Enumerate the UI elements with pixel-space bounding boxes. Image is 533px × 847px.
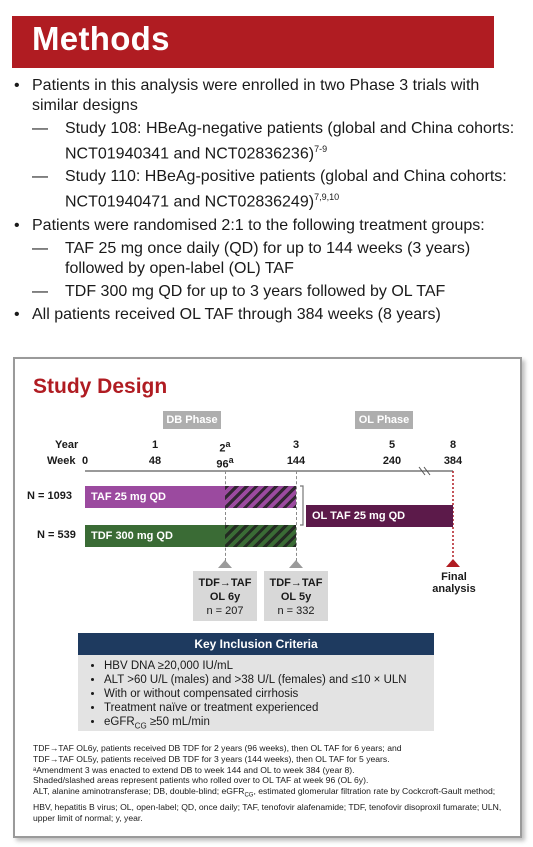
year-label: Year <box>55 439 79 451</box>
title-banner <box>12 16 494 68</box>
page-title: Methods <box>32 20 170 57</box>
week-label: Week <box>47 455 76 467</box>
criteria-item-egfr: • eGFR$_{CG}$ ≥50 mL/min <box>104 715 434 733</box>
tdf-arm-n: N = 539 <box>37 529 76 541</box>
week-96-guide <box>225 471 226 561</box>
week-144-guide <box>296 471 297 561</box>
tick-year-2: 2$^a$ <box>219 439 231 455</box>
db-phase-label: DB Phase <box>163 411 221 429</box>
tick-year-3: 3 <box>292 439 300 451</box>
taf-arm-n: N = 1093 <box>27 490 72 502</box>
criteria-item: • With or without compensated cirrhosis <box>104 687 434 701</box>
study-design-panel <box>13 357 522 838</box>
taf-arm-bar: TAF 25 mg QD <box>85 486 296 508</box>
ol-phase-label: OL Phase <box>355 411 413 429</box>
inclusion-criteria-list <box>78 659 434 733</box>
bullet-3: • All patients received OL TAF through 384 weeks (8 years) <box>14 305 441 323</box>
tdf-arm-bar: TDF 300 mg QD <box>85 525 296 547</box>
taf-arm-hatch <box>225 486 296 508</box>
tick-week-144: 144 <box>286 455 306 467</box>
tick-week-240: 240 <box>382 455 402 467</box>
criteria-item: • ALT >60 U/L (males) and >38 U/L (females) and ≤10 × ULN <box>104 673 434 687</box>
tick-week-48: 48 <box>148 455 162 467</box>
study-design-title: Study Design <box>33 375 168 398</box>
final-analysis-marker <box>446 559 460 567</box>
final-analysis-label: Final analysis <box>432 571 476 595</box>
bullet-list <box>10 76 515 328</box>
sub-bullet: — Study 110: HBeAg-positive patients (global and China cohorts: NCT01940471 and NCT02836249)$^{7,9,10}$ <box>32 168 507 211</box>
sub-bullet: — TDF 300 mg QD for up to 3 years followed by OL TAF <box>32 282 446 300</box>
inclusion-criteria-box <box>78 633 434 731</box>
bullet-2: • Patients were randomised 2:1 to the following treatment groups: <box>14 216 485 234</box>
sub-bullet: — Study 108: HBeAg-negative patients (global and China cohorts: NCT01940341 and NCT02836236)$^{7-9}$ <box>32 120 515 163</box>
criteria-item: • Treatment naïve or treatment experienced <box>104 701 434 715</box>
abbreviations: ALT, alanine aminotransferase; DB, double-blind; eGFR$_{CG}$, estimated glomerular filtration rate by Cockcroft-Gault method; HBV, hepatitis B virus; OL, open-label; QD, once daily; TAF, tenofovir alafenamide; TDF, tenofovir disoproxil fumarate; ULN, upper limit of normal; y, year. <box>33 786 502 823</box>
tick-year-5: 5 <box>388 439 396 451</box>
tick-week-384: 384 <box>443 455 463 467</box>
ol-taf-bar: OL TAF 25 mg QD <box>306 505 453 527</box>
footnotes: TDF→TAF OL6y, patients received DB TDF for 2 years (96 weeks), then OL TAF for 6 years; and TDF→TAF OL5y, patients received DB TDF for 3 years (144 weeks), then OL TAF for 5 years. ᵃAmendment 3 was enacted to extend DB to week 144 and OL to week 384 (year 8). Shaded/slashed areas represent patients who rolled over to OL TAF at week 96 (OL 6y). ALT, alanine aminotransferase; DB, double-blind; eGFR$_{CG}$, estimated glomerular filtration rate by Cockcroft-Gault method; HBV, hepatitis B virus; OL, open-label; QD, once daily; TAF, tenofovir alafenamide; TDF, tenofovir disoproxil fumarate; ULN, upper limit of normal; y, year. <box>33 743 502 823</box>
switch-group-ol5y: TDF→TAF OL 5y n = 332 <box>264 571 328 621</box>
inclusion-criteria-title: Key Inclusion Criteria <box>78 633 434 655</box>
tdf-arm-hatch <box>225 525 296 547</box>
tick-year-1: 1 <box>151 439 159 451</box>
switch-group-ol6y: TDF→TAF OL 6y n = 207 <box>193 571 257 621</box>
tick-week-0: 0 <box>81 455 89 467</box>
bullet-1: • Patients in this analysis were enrolled in two Phase 3 trials with similar designs <box>14 77 480 114</box>
tick-year-8: 8 <box>449 439 457 451</box>
criteria-item: • HBV DNA ≥20,000 IU/mL <box>104 659 434 673</box>
sub-bullet: — TAF 25 mg once daily (QD) for up to 144 weeks (3 years) followed by open-label (OL) TAF <box>32 239 471 277</box>
tick-week-96: 96$^a$ <box>216 455 234 471</box>
